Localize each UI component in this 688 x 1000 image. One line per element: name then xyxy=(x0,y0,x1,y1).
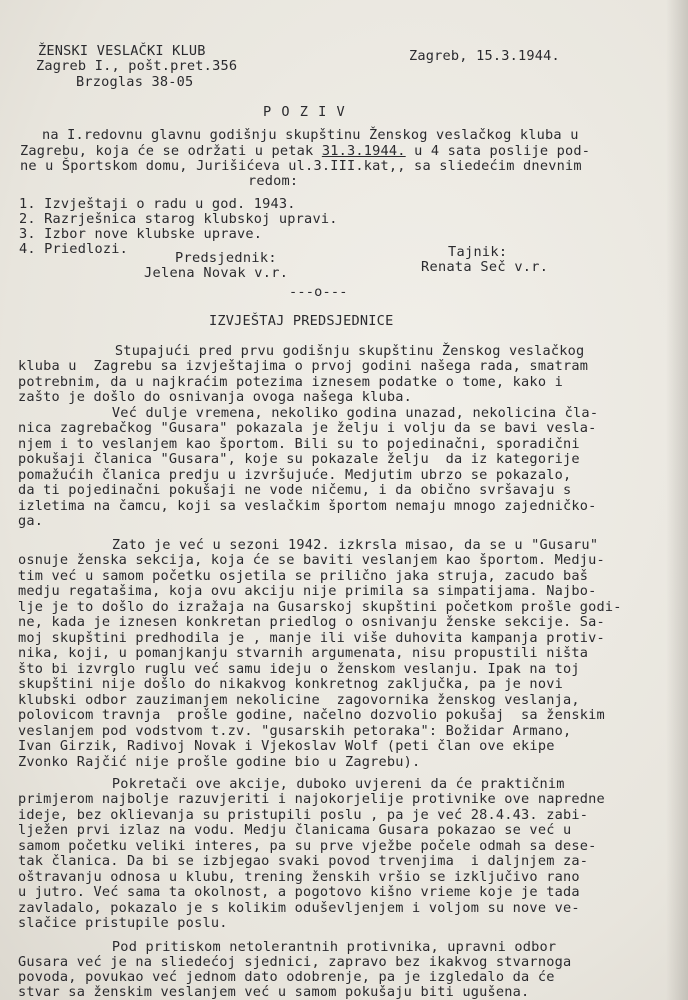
report-line: tim već u samom početku osjetila se prilično jaka struja, zacudo baš xyxy=(18,568,589,584)
report-line: da ti pojedinačni pokušaji ne vode ničemu, i da obično svršavaju s xyxy=(18,482,572,498)
report-line: Zvonko Rajčić nije prošle godine bio u Zagrebu). xyxy=(18,754,421,770)
section-divider: ---o--- xyxy=(289,284,348,300)
report-line: medju regatašima, koja ovu akciju nije primila sa simpatijama. Najbo- xyxy=(18,583,597,599)
invitation-line-2 xyxy=(20,143,590,159)
invitation-title: P O Z I V xyxy=(263,104,346,120)
meeting-date: 31.3.1944. xyxy=(321,143,406,159)
president-name: Jelena Novak v.r. xyxy=(144,265,289,281)
report-line: njem i to veslanjem kao športom. Bili su to pojedinačni, sporadični xyxy=(18,436,580,452)
agenda-item-2: 2. Razrješnica starog klubskoj upravi. xyxy=(19,211,338,227)
secretary-label: Tajnik: xyxy=(448,244,508,260)
report-line: Zato je već u sezoni 1942. izkrsla misao, da se u "Gusaru" xyxy=(70,537,599,553)
report-line: slačice pristupile poslu. xyxy=(18,915,228,931)
report-line: ne, kada je iznesen konkretan priedlog o osnivanju ženske sekcije. Sa- xyxy=(18,614,605,630)
report-line: povoda, povukao već jednom dato odobrenje, pa je izgledalo da će xyxy=(18,969,555,985)
report-line: nika, koji, u pomanjkanju stvarnih argumenata, nisu propustili ništa xyxy=(18,645,589,661)
report-line: što bi izvrglo ruglu već samu ideju o ženskom veslanju. Ipak na toj xyxy=(18,661,580,677)
report-line: izletima na čamcu, koji sa veslačkim športom nemaju mnogo zajedničko- xyxy=(18,498,597,514)
agenda-item-4: 4. Priedlozi. xyxy=(19,241,128,257)
report-line: osnuje ženska sekcija, koja će se baviti veslanjem kao športom. Medju- xyxy=(18,552,605,568)
report-line: samom početku veliki interes, pa su prve vježbe počele odmah sa dese- xyxy=(18,838,597,854)
report-line: moj skupštini predhodila je , manje ili više duhovita kampanja protiv- xyxy=(18,630,605,646)
report-line: nica zagrebačkog "Gusara" pokazala je želju i volju da se bavi vesla- xyxy=(18,420,597,436)
report-line: primjerom najbolje razuvjeriti i najokorjelije protivnike ove napredne xyxy=(18,791,605,807)
invitation-line-2-end: u 4 sata poslije pod- xyxy=(405,143,591,159)
report-line: Već dulje vremena, nekoliko godina unazad, nekolicina čla- xyxy=(70,405,599,421)
report-line: pomažućih članica predju u izvršujuće. Medjutim ubrzo se pokazalo, xyxy=(18,467,572,483)
report-line: u jutro. Već sama ta okolnost, a pogotovo kišno vrieme koje je tada xyxy=(18,884,580,900)
page-edge-shadow xyxy=(666,0,688,1000)
report-line: Gusara već je na sliedećoj sjednici, zapravo bez ikakvog stvarnoga xyxy=(18,954,572,970)
agenda-item-1: 1. Izvještaji o radu u god. 1943. xyxy=(19,196,296,212)
club-name: ŽENSKI VESLAČKI KLUB xyxy=(38,43,206,59)
report-line: Pod pritiskom netolerantnih protivnika, upravni odbor xyxy=(70,939,557,955)
report-line: Ivan Girzik, Radivoj Novak i Vjekoslav Wolf (peti član ove ekipe xyxy=(18,738,555,754)
report-line: lježen prvi izlaz na vodu. Medju članicama Gusara pokazao se već u xyxy=(18,822,572,838)
report-line: lje je to došlo do izražaja na Gusarskoj skupštini početkom prošle godi- xyxy=(18,599,622,615)
report-title: IZVJEŠTAJ PREDSJEDNICE xyxy=(209,313,394,329)
report-line: ideje, bez oklievanja su pristupili poslu , pa je već 28.4.43. zabi- xyxy=(18,807,589,823)
report-line: klubski odbor zauzimanjem nekolicine zagovornika ženskog veslanja, xyxy=(18,692,580,708)
agenda-item-3: 3. Izbor nove klubske uprave. xyxy=(19,226,263,242)
report-line: kluba u Zagrebu sa izvještajima o prvoj godini našega rada, smatram xyxy=(18,358,589,374)
invitation-line-1: na I.redovnu glavnu godišnju skupštinu Ženskog veslačkog kluba u xyxy=(42,127,579,143)
president-label: Predsjednik: xyxy=(175,250,277,266)
invitation-line-4: redom: xyxy=(248,173,299,189)
report-line: zašto je došlo do osnivanja ovoga našega kluba. xyxy=(18,389,413,405)
report-line: oštravanju odnosa u klubu, trening ženskih vršio se izključivo rano xyxy=(18,869,580,885)
document-date: Zagreb, 15.3.1944. xyxy=(409,48,560,64)
secretary-name: Renata Seč v.r. xyxy=(421,259,549,275)
report-line: potrebnim, da u najkraćim potezima iznesem podatke o tome, kako i xyxy=(18,374,563,390)
invitation-line-3: ne u Športskom domu, Jurišićeva ul.3.III.kat,, sa sliedećim dnevnim xyxy=(20,158,582,174)
club-phone: Brzoglas 38-05 xyxy=(76,74,194,90)
report-line: tak članica. Da bi se izbjegao svaki povod trvenjima i daljnjem za- xyxy=(18,853,589,869)
report-line: ga. xyxy=(18,513,44,529)
report-line: Pokretači ove akcije, duboko uvjereni da će praktičnim xyxy=(70,776,565,792)
club-address: Zagreb I., pošt.pret.356 xyxy=(36,58,238,74)
report-line: zavladalo, pokazalo je s kolikim oduševljenjem i voljom su nove ve- xyxy=(18,900,580,916)
report-line: stvar sa ženskim veslanjem već u samom pokušaju biti ugušena. xyxy=(18,984,530,1000)
report-line: veslanjem pod vodstvom t.zv. "gusarskih petoraka": Božidar Armano, xyxy=(18,723,572,739)
report-line: Stupajući pred prvu godišnju skupštinu Ženskog veslačkog xyxy=(73,343,585,359)
report-line: polovicom travnja prošle godine, načelno dozvolio pokušaj sa ženskim xyxy=(18,707,605,723)
report-line: skupštini nije došlo do nikakvog konkretnog zaključka, pa je novi xyxy=(18,676,563,692)
invitation-line-2-start: Zagrebu, koja će se održati u petak xyxy=(20,143,322,159)
report-line: pokušaji članica "Gusara", koje su pokazale želju da iz kategorije xyxy=(18,451,580,467)
